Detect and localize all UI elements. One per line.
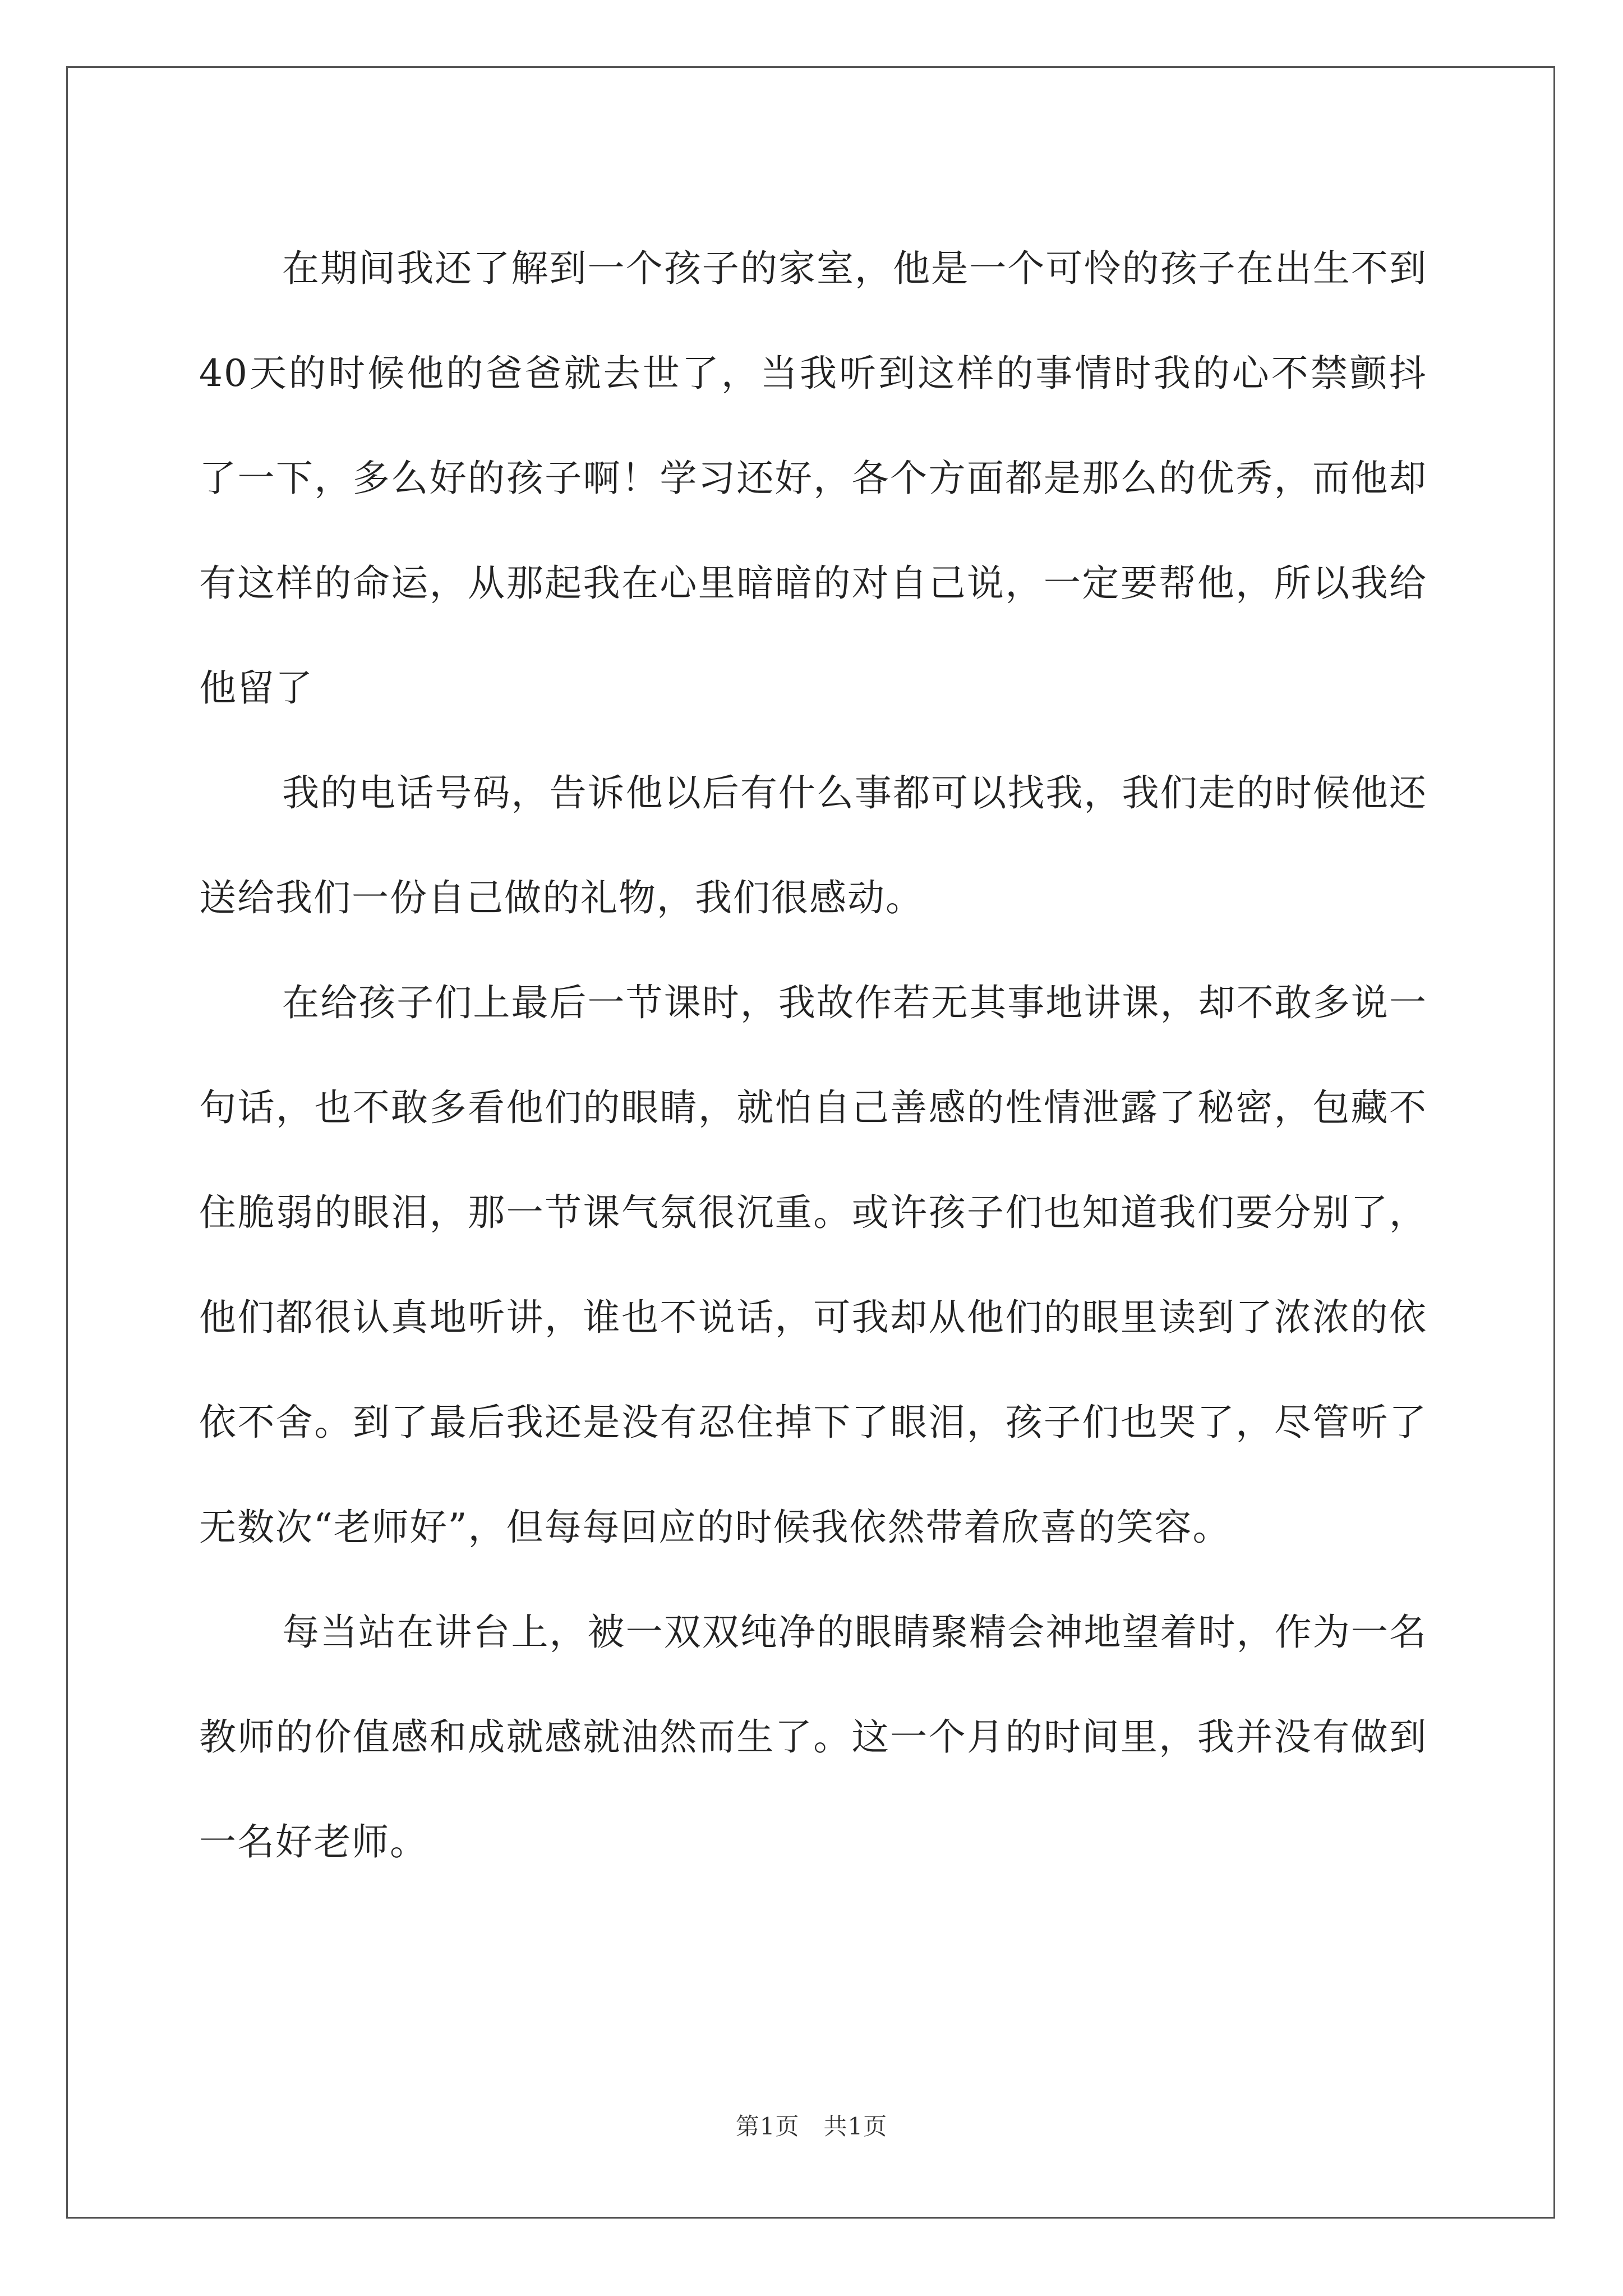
paragraph-1: 在期间我还了解到一个孩子的家室，他是一个可怜的孩子在出生不到40天的时候他的爸爸就去世了，当我听到这样的事情时我的心不禁颤抖了一下，多么好的孩子啊！学习还好，各个方面都是那么的优秀，而他却有这样的命运，从那起我在心里暗暗的对自己说，一定要帮他，所以我给他留了 bbox=[199, 247, 1427, 710]
document-body bbox=[199, 216, 1427, 1894]
page-indicator: 第1页 共1页 bbox=[735, 2113, 888, 2140]
paragraph-4: 每当站在讲台上，被一双双纯净的眼睛聚精会神地望着时，作为一名教师的价值感和成就感就油然而生了。这一个月的时间里，我并没有做到一名好老师。 bbox=[199, 1611, 1427, 1864]
paragraph-3: 在给孩子们上最后一节课时，我故作若无其事地讲课，却不敢多说一句话，也不敢多看他们的眼睛，就怕自己善感的性情泄露了秘密，包藏不住脆弱的眼泪，那一节课气氛很沉重。或许孩子们也知道我们要分别了，他们都很认真地听讲，谁也不说话，可我却从他们的眼里读到了浓浓的依依不舍。到了最后我还是没有忍住掉下了眼泪，孩子们也哭了，尽管听了无数次“老师好”，但每每回应的时候我依然带着欣喜的笑容。 bbox=[199, 981, 1427, 1549]
paragraph-2: 我的电话号码，告诉他以后有什么事都可以找我，我们走的时候他还送给我们一份自己做的礼物，我们很感动。 bbox=[199, 771, 1427, 919]
page-footer bbox=[0, 2108, 1623, 2142]
